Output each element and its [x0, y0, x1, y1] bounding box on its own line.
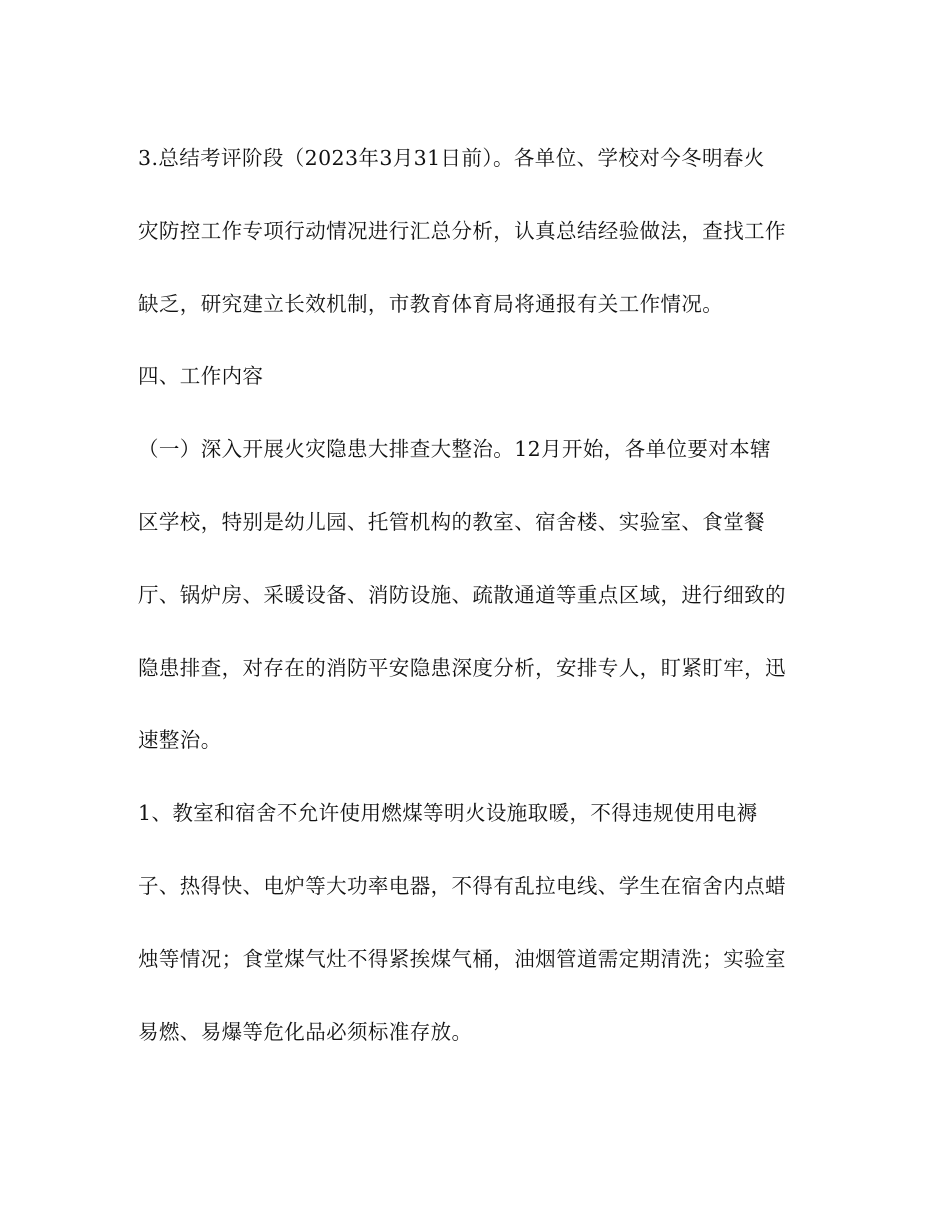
paragraph-line: 1、教室和宿舍不允许使用燃煤等明火设施取暖，不得违规使用电褥 — [138, 801, 758, 826]
paragraph-line: 灾防控工作专项行动情况进行汇总分析，认真总结经验做法，查找工作 — [138, 218, 786, 243]
paragraph-line: 区学校，特别是幼儿园、托管机构的教室、宿舍楼、实验室、食堂餐 — [138, 509, 765, 534]
paragraph-line: 厅、锅炉房、采暖设备、消防设施、疏散通道等重点区域，进行细致的 — [138, 582, 786, 607]
paragraph-line: 子、热得快、电炉等大功率电器，不得有乱拉电线、学生在宿舍内点蜡 — [138, 873, 786, 898]
document-body — [138, 135, 828, 1081]
paragraph-line: （一）深入开展火灾隐患大排查大整治。12月开始，各单位要对本辖 — [138, 437, 771, 462]
paragraph-line: 隐患排查，对存在的消防平安隐患深度分析，安排专人，盯紧盯牢，迅 — [138, 655, 786, 680]
paragraph-line: 易燃、易爆等危化品必须标准存放。 — [138, 1019, 473, 1044]
paragraph-line: 缺乏，研究建立长效机制，市教育体育局将通报有关工作情况。 — [138, 291, 724, 316]
section-heading: 四、工作内容 — [138, 364, 264, 389]
paragraph-line: 3.总结考评阶段（2023年3月31日前）。各单位、学校对今冬明春火 — [138, 146, 765, 170]
paragraph-line: 速整治。 — [138, 728, 222, 753]
paragraph-line: 烛等情况；食堂煤气灶不得紧挨煤气桶，油烟管道需定期清洗；实验室 — [138, 946, 786, 971]
